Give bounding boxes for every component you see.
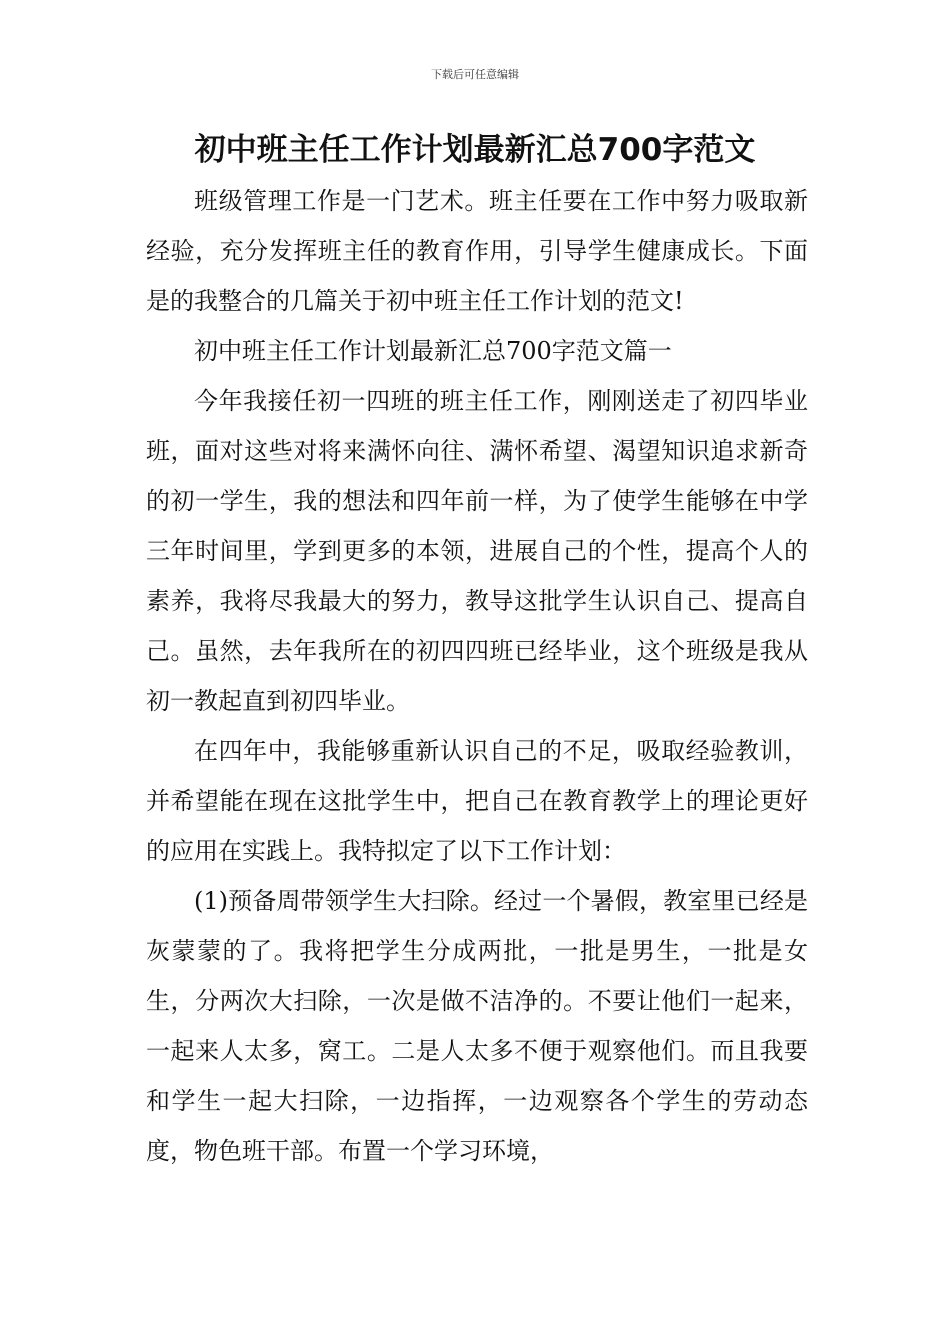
paragraph-section-heading: 初中班主任工作计划最新汇总700字范文篇一 bbox=[194, 337, 672, 365]
paragraph-body-2: 在四年中，我能够重新认识自己的不足，吸取经验教训，并希望能在现在这批学生中，把自己在教育教学上的理论更好的应用在实践上。我特拟定了以下工作计划： bbox=[146, 737, 808, 865]
header-note: 下载后可任意编辑 bbox=[431, 68, 519, 81]
paragraph-body-1: 今年我接任初一四班的班主任工作，刚刚送走了初四毕业班，面对这些对将来满怀向往、满怀希望、渴望知识追求新奇的初一学生，我的想法和四年前一样，为了使学生能够在中学三年时间里，学到更多的本领，进展自己的个性，提高个人的素养，我将尽我最大的努力，教导这批学生认识自己、提高自己。虽然，去年我所在的初四四班已经毕业，这个班级是我从初一教起直到初四毕业。 bbox=[146, 387, 808, 715]
paragraph-body-3: (1)预备周带领学生大扫除。经过一个暑假，教室里已经是灰蒙蒙的了。我将把学生分成两批，一批是男生，一批是女生，分两次大扫除，一次是做不洁净的。不要让他们一起来，一起来人太多，窝工。二是人太多不便于观察他们。而且我要和学生一起大扫除，一边指挥，一边观察各个学生的劳动态度，物色班干部。布置一个学习环境， bbox=[146, 887, 808, 1165]
document-body bbox=[146, 176, 808, 1176]
document-title: 初中班主任工作计划最新汇总700字范文 bbox=[194, 132, 756, 168]
paragraph-intro: 班级管理工作是一门艺术。班主任要在工作中努力吸取新经验，充分发挥班主任的教育作用，引导学生健康成长。下面是的我整合的几篇关于初中班主任工作计划的范文! bbox=[146, 187, 808, 315]
